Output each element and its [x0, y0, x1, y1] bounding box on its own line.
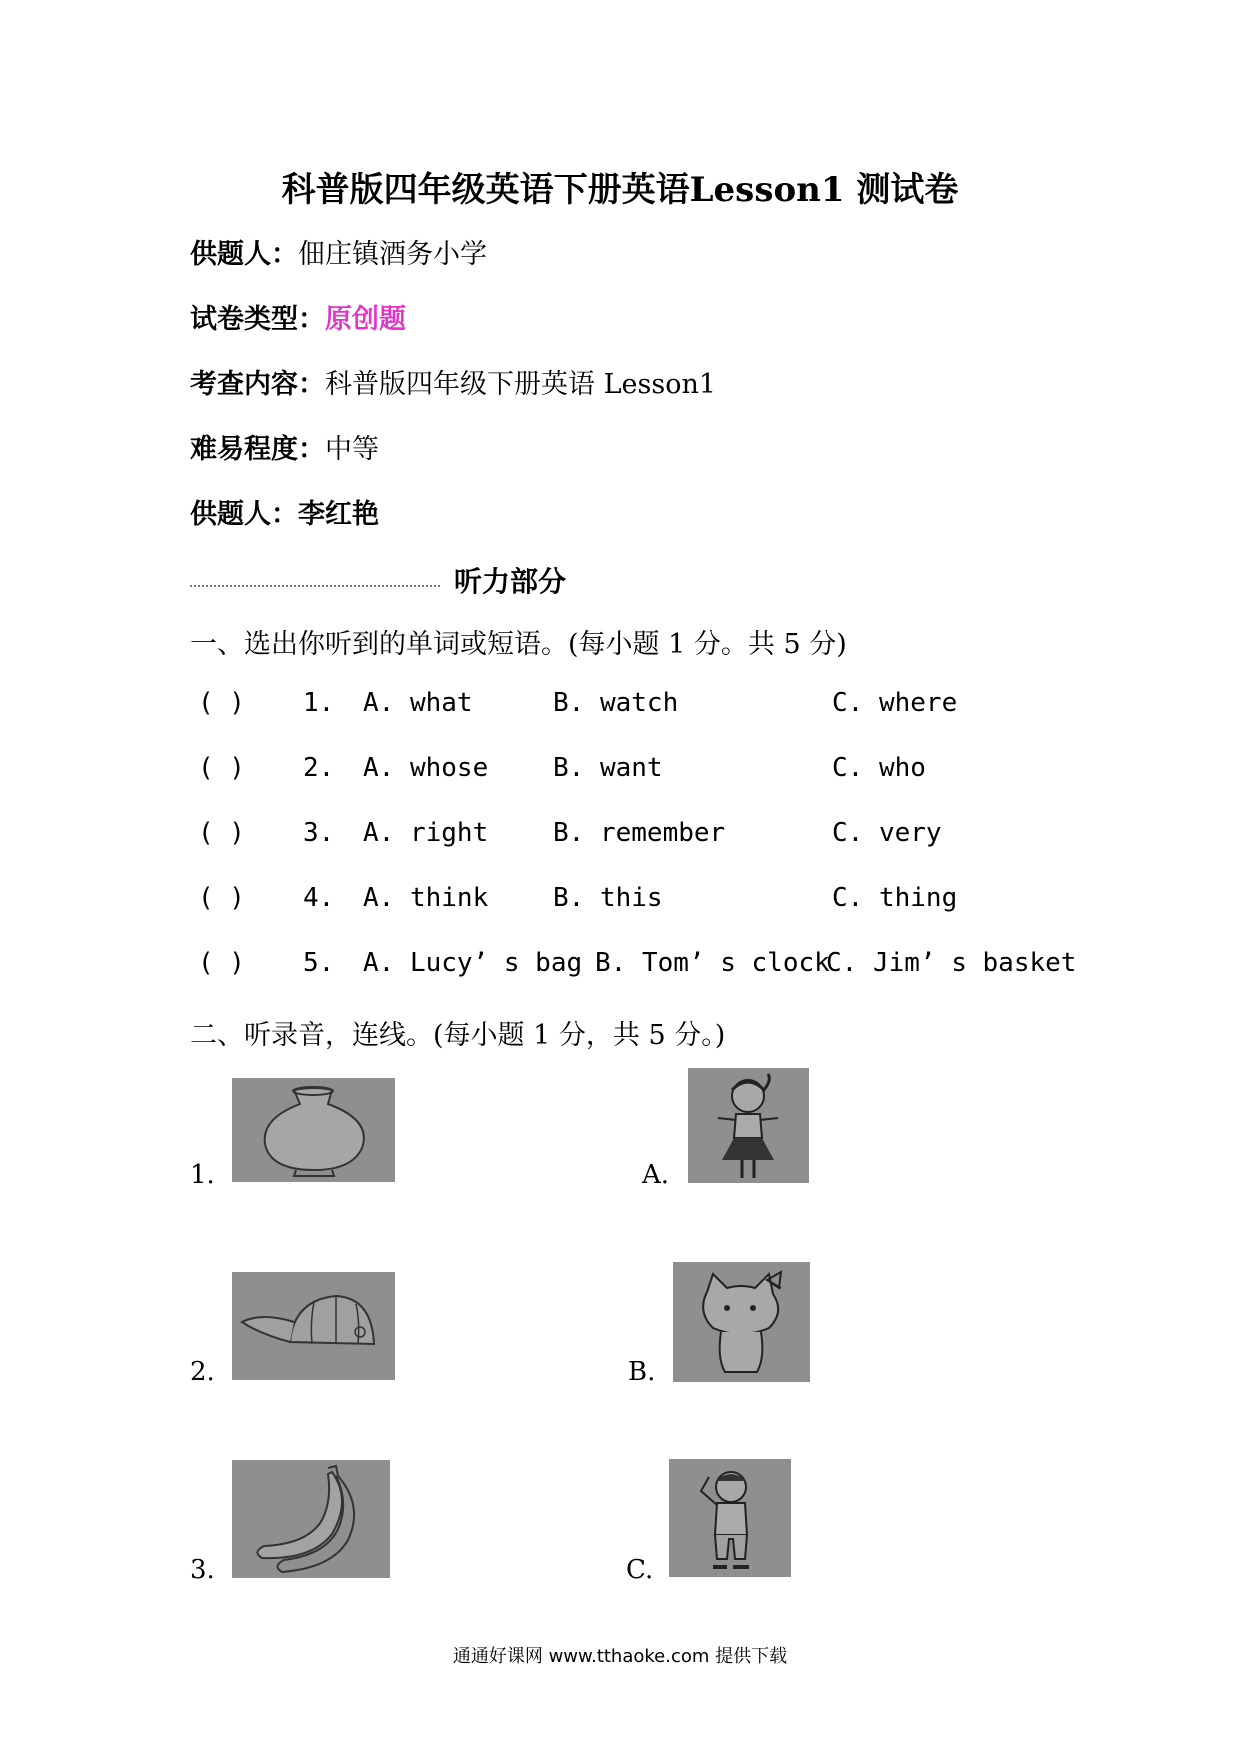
answer-paren: ( ) — [198, 753, 245, 783]
provider-value: 佃庄镇酒务小学 — [298, 239, 487, 270]
provider-line — [190, 232, 487, 271]
match-label-3: 3. — [190, 1555, 215, 1585]
banana-picture — [232, 1460, 390, 1578]
option-a: A. right — [363, 818, 489, 848]
match-label-b: B. — [628, 1357, 656, 1387]
question-number: 1. — [303, 688, 335, 718]
content-value: 科普版四年级下册英语 Lesson1 — [325, 369, 717, 400]
boy-picture — [669, 1459, 791, 1577]
difficulty-line — [190, 427, 379, 466]
match-label-a: A. — [642, 1160, 670, 1190]
exam-type-label: 试卷类型： — [190, 304, 325, 335]
difficulty-value: 中等 — [325, 434, 379, 465]
match-label-1: 1. — [190, 1160, 215, 1190]
option-b: B. Tom’ s clock — [595, 948, 830, 978]
provider-label: 供题人： — [190, 239, 298, 270]
provider2-value: 李红艳 — [298, 499, 379, 530]
exam-type-value: 原创题 — [325, 304, 406, 335]
part1-instruction: 一、选出你听到的单词或短语。(每小题 1 分。共 5 分) — [190, 629, 847, 660]
exam-type-line — [190, 297, 406, 336]
content-label: 考查内容： — [190, 369, 325, 400]
option-c: C. Jim’ s basket — [826, 948, 1077, 978]
option-a: A. Lucy’ s bag — [363, 948, 583, 978]
cap-picture — [232, 1272, 395, 1380]
question-number: 5. — [303, 948, 335, 978]
question-number: 2. — [303, 753, 335, 783]
option-b: B. this — [553, 883, 663, 913]
option-b: B. remember — [553, 818, 726, 848]
content-line — [190, 362, 716, 401]
provider2-label: 供题人： — [190, 499, 298, 530]
page-title: 科普版四年级英语下册英语Lesson1 测试卷 — [281, 170, 959, 210]
section-title: 听力部分 — [454, 565, 567, 598]
difficulty-label: 难易程度： — [190, 434, 325, 465]
option-a: A. think — [363, 883, 489, 913]
provider2-line — [190, 492, 379, 531]
question-number: 4. — [303, 883, 335, 913]
option-c: C. where — [832, 688, 958, 718]
question-number: 3. — [303, 818, 335, 848]
option-b: B. want — [553, 753, 663, 783]
answer-paren: ( ) — [198, 948, 245, 978]
vase-picture — [232, 1078, 395, 1182]
part2-instruction: 二、听录音，连线。(每小题 1 分，共 5 分。) — [190, 1020, 726, 1051]
page-footer: 通通好课网 www.tthaoke.com 提供下载 — [452, 1646, 788, 1667]
option-c: C. who — [832, 753, 926, 783]
answer-paren: ( ) — [198, 688, 245, 718]
answer-paren: ( ) — [198, 818, 245, 848]
kitty-picture — [673, 1262, 810, 1382]
option-c: C. thing — [832, 883, 958, 913]
girl-picture — [688, 1068, 809, 1183]
option-a: A. what — [363, 688, 473, 718]
option-c: C. very — [832, 818, 942, 848]
match-label-c: C. — [626, 1555, 654, 1585]
answer-paren: ( ) — [198, 883, 245, 913]
dotted-leader — [190, 585, 440, 587]
option-b: B. watch — [553, 688, 679, 718]
match-label-2: 2. — [190, 1357, 215, 1387]
option-a: A. whose — [363, 753, 489, 783]
